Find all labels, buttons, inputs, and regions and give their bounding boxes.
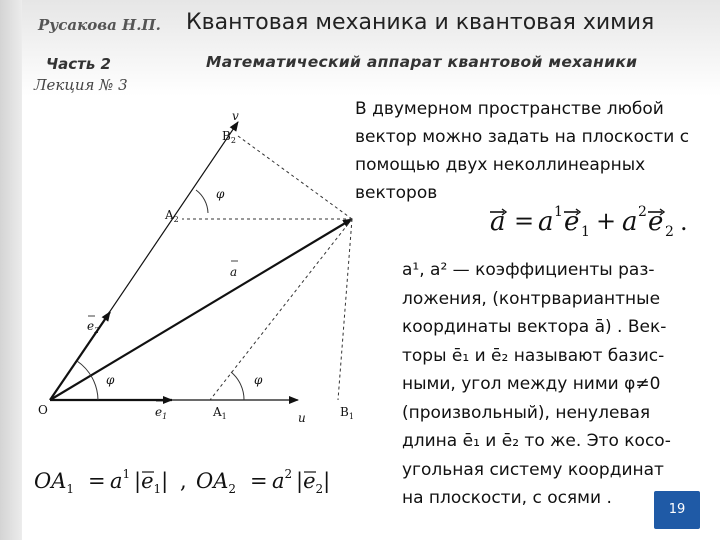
label-phi: φ <box>216 187 225 201</box>
label-phi: φ <box>254 373 263 387</box>
label-vector-a: a <box>230 265 238 279</box>
angle-arc <box>231 372 244 400</box>
intro-text: В двумерном пространстве любой вектор можно задать на плоскости с помощью двух неколлинеарных векторов <box>355 99 690 203</box>
formula-eq: = <box>88 469 106 493</box>
point-label-a1: $A_1$ <box>213 405 227 421</box>
point-label-a2: $A_2$ <box>165 208 179 224</box>
text-line: ложения, (контрвариантные <box>402 288 661 309</box>
formula-a: a <box>490 207 506 237</box>
lecture-label: Лекция № 3 <box>34 76 128 94</box>
explanation-text <box>402 256 720 513</box>
v-axis-label: v <box>232 109 239 123</box>
formula-eq: = <box>250 469 268 493</box>
formula-a1: a <box>538 207 554 237</box>
u-axis-label: u <box>298 411 306 425</box>
page-number-badge <box>654 491 700 529</box>
formula-equals: = <box>514 207 535 235</box>
text-line: длина ē₁ и ē₂ то же. Это косо- <box>402 431 671 451</box>
formula-e1: e <box>564 207 580 237</box>
angle-arc <box>77 361 98 400</box>
formula-e2: e <box>648 207 664 237</box>
text-line: торы ē₁ и ē₂ называют базис- <box>402 345 665 366</box>
formula-oa1: $OA_1$ <box>34 469 75 496</box>
coordinate-formula <box>30 458 370 502</box>
formula-a1: $a^1$ <box>110 467 131 493</box>
vector-e2 <box>50 312 110 400</box>
text-line: a¹, a² — коэффициенты раз- <box>402 260 655 280</box>
formula-a2: a <box>622 207 638 237</box>
origin-label: O <box>38 403 48 417</box>
text-line: (произвольный), ненулевая <box>402 402 651 423</box>
formula-a2: $a^2$ <box>272 467 293 493</box>
formula-a2-sup: 2 <box>638 204 647 220</box>
formula-period: . <box>680 208 688 236</box>
projection-line <box>238 136 352 219</box>
angle-arc <box>196 190 208 213</box>
formula-comma: , <box>180 469 187 493</box>
text-line: ными, угол между ними φ≠0 <box>402 374 661 394</box>
point-label-b2: $B_2$ <box>222 129 236 145</box>
formula-oa2: $OA_2$ <box>196 469 237 496</box>
point-label-b1: $B_1$ <box>340 405 354 421</box>
formula-plus: + <box>596 207 617 235</box>
text-line: координаты вектора ā) . Век- <box>402 317 667 337</box>
label-vector-e2: $e_2$ <box>87 319 100 335</box>
projection-line <box>338 219 352 400</box>
author-label: Русакова Н.П. <box>38 16 161 34</box>
text-line: на плоскости, с осями . <box>402 488 612 508</box>
label-phi: φ <box>106 373 115 387</box>
formula-a1-sup: 1 <box>554 204 563 220</box>
formula-e1-sub: 1 <box>581 224 590 240</box>
slide-title: Квантовая механика и квантовая химия <box>186 10 655 35</box>
expansion-formula <box>484 198 698 242</box>
left-band <box>0 0 22 540</box>
formula-e2-norm: $|e_2|$ <box>296 469 331 496</box>
vector-a <box>50 219 352 400</box>
page-number: 19 <box>668 502 686 517</box>
text-line: угольная системy координат <box>402 459 664 480</box>
slide-subtitle: Математический аппарат квантовой механики <box>206 53 638 71</box>
label-vector-e1: $e_1$ <box>155 405 168 421</box>
formula-e1-norm: $|e_1|$ <box>134 469 169 496</box>
formula-e2-sub: 2 <box>665 224 674 240</box>
part-label: Часть 2 <box>46 55 111 73</box>
